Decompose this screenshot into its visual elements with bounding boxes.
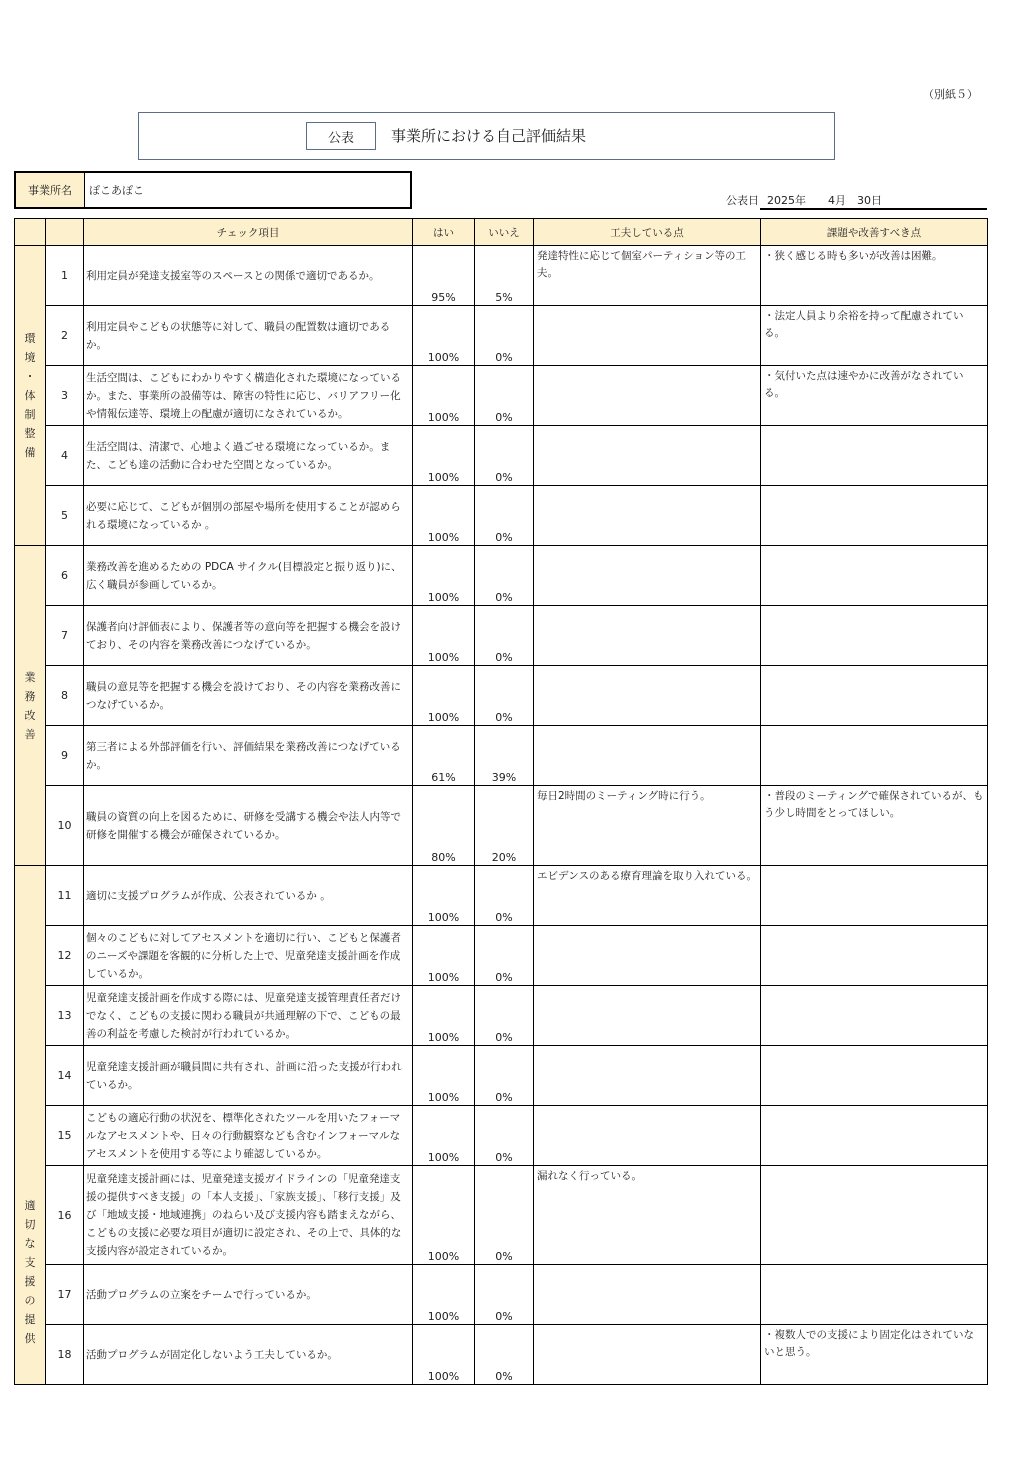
item-number: 4 [46,426,84,486]
yes-percent: 100% [413,546,475,606]
publication-tag: 公表 [306,122,376,150]
yes-percent: 100% [413,1265,475,1325]
efforts-cell: 発達特性に応じて個室パーティション等の工夫。 [534,246,761,306]
item-number: 14 [46,1046,84,1106]
table-row [15,366,988,426]
efforts-cell [534,486,761,546]
no-percent: 0% [475,366,534,426]
item-number: 9 [46,726,84,786]
check-item: 職員の資質の向上を図るために、研修を受講する機会や法人内等で研修を開催する機会が確保されているか。 [84,786,413,866]
yes-percent: 61% [413,726,475,786]
issues-cell [761,1166,988,1265]
item-number: 6 [46,546,84,606]
no-percent: 0% [475,1166,534,1265]
table-row [15,306,988,366]
no-percent: 0% [475,1046,534,1106]
publication-date-value: 2025年 4月 30日 [767,194,882,207]
check-item: 個々のこどもに対してアセスメントを適切に行い、こどもと保護者のニーズや課題を客観的に分析した上で、児童発達支援計画を作成しているか。 [84,926,413,986]
item-number: 5 [46,486,84,546]
item-number: 7 [46,606,84,666]
efforts-cell [534,606,761,666]
table-row [15,486,988,546]
yes-percent: 100% [413,1166,475,1265]
office-name-value: ぽこあぽこ [89,184,144,197]
no-percent: 0% [475,426,534,486]
yes-percent: 100% [413,486,475,546]
no-percent: 0% [475,666,534,726]
efforts-cell: 毎日2時間のミーティング時に行う。 [534,786,761,866]
yes-percent: 100% [413,606,475,666]
category-appropriate-support: 適 切 な 支 援 の 提 供 [15,866,46,1385]
title-banner [138,112,835,160]
header-efforts: 工夫している点 [534,219,761,246]
table-row [15,1265,988,1325]
no-percent: 0% [475,866,534,926]
efforts-cell [534,666,761,726]
efforts-cell [534,1265,761,1325]
check-item: 生活空間は、清潔で、心地よく過ごせる環境になっているか。また、こども達の活動に合わせた空間となっているか。 [84,426,413,486]
office-name-box [14,171,412,209]
issues-cell [761,986,988,1046]
efforts-cell [534,926,761,986]
yes-percent: 100% [413,306,475,366]
item-number: 12 [46,926,84,986]
no-percent: 0% [475,486,534,546]
efforts-cell [534,306,761,366]
table-row [15,1046,988,1106]
issues-cell: ・普段のミーティングで確保されているが、もう少し時間をとってほしい。 [761,786,988,866]
item-number: 11 [46,866,84,926]
issues-cell [761,926,988,986]
office-name-label: 事業所名 [16,173,85,207]
table-row [15,866,988,926]
issues-cell: ・狭く感じる時も多いが改善は困難。 [761,246,988,306]
no-percent: 0% [475,986,534,1046]
check-item: 保護者向け評価表により、保護者等の意向等を把握する機会を設けており、その内容を業務改善につなげているか。 [84,606,413,666]
category-business-improvement: 業 務 改 善 [15,546,46,866]
efforts-cell [534,546,761,606]
annex-label: （別紙５） [923,88,978,101]
item-number: 10 [46,786,84,866]
header-no: いいえ [475,219,534,246]
check-item: 生活空間は、こどもにわかりやすく構造化された環境になっているか。また、事業所の設備等は、障害の特性に応じ、バリアフリー化や情報伝達等、環境上の配慮が適切になされているか。 [84,366,413,426]
no-percent: 0% [475,1106,534,1166]
table-row [15,1106,988,1166]
no-percent: 20% [475,786,534,866]
item-number: 8 [46,666,84,726]
issues-cell [761,486,988,546]
no-percent: 0% [475,606,534,666]
no-percent: 0% [475,546,534,606]
yes-percent: 100% [413,1106,475,1166]
publication-date-label: 公表日 [726,194,759,207]
item-number: 13 [46,986,84,1046]
no-percent: 0% [475,306,534,366]
table-row [15,986,988,1046]
table-row [15,926,988,986]
table-row [15,1325,988,1385]
yes-percent: 100% [413,926,475,986]
item-number: 2 [46,306,84,366]
check-item: 業務改善を進めるための PDCA サイクル(目標設定と振り返り)に、広く職員が参画しているか。 [84,546,413,606]
issues-cell [761,666,988,726]
publication-date [726,192,919,208]
date-underline [760,208,987,210]
issues-cell: ・気付いた点は速やかに改善がなされている。 [761,366,988,426]
check-item: 児童発達支援計画を作成する際には、児童発達支援管理責任者だけでなく、こどもの支援に関わる職員が共通理解の下で、こどもの最善の利益を考慮した検討が行われているか。 [84,986,413,1046]
issues-cell [761,606,988,666]
header-number [46,219,84,246]
self-evaluation-table [14,218,988,1385]
page-title: 事業所における自己評価結果 [391,127,587,145]
efforts-cell [534,1046,761,1106]
header-issues: 課題や改善すべき点 [761,219,988,246]
issues-cell [761,726,988,786]
item-number: 3 [46,366,84,426]
yes-percent: 80% [413,786,475,866]
table-row [15,726,988,786]
yes-percent: 100% [413,666,475,726]
table-row [15,546,988,606]
issues-cell [761,1046,988,1106]
efforts-cell [534,726,761,786]
yes-percent: 95% [413,246,475,306]
issues-cell [761,1265,988,1325]
yes-percent: 100% [413,866,475,926]
table-row [15,1166,988,1265]
table-row [15,426,988,486]
issues-cell [761,426,988,486]
efforts-cell [534,1106,761,1166]
category-environment: 環 境 ・ 体 制 整 備 [15,246,46,546]
check-item: 職員の意見等を把握する機会を設けており、その内容を業務改善につなげているか。 [84,666,413,726]
header-category [15,219,46,246]
check-item: 利用定員が発達支援室等のスペースとの関係で適切であるか。 [84,246,413,306]
efforts-cell: 漏れなく行っている。 [534,1166,761,1265]
item-number: 1 [46,246,84,306]
no-percent: 39% [475,726,534,786]
check-item: 利用定員やこどもの状態等に対して、職員の配置数は適切であるか。 [84,306,413,366]
issues-cell [761,546,988,606]
yes-percent: 100% [413,366,475,426]
efforts-cell [534,1325,761,1385]
yes-percent: 100% [413,986,475,1046]
efforts-cell: エビデンスのある療育理論を取り入れている。 [534,866,761,926]
check-item: 第三者による外部評価を行い、評価結果を業務改善につなげているか。 [84,726,413,786]
table-row [15,606,988,666]
item-number: 16 [46,1166,84,1265]
table-row [15,246,988,306]
no-percent: 5% [475,246,534,306]
check-item: 必要に応じて、こどもが個別の部屋や場所を使用することが認められる環境になっているか 。 [84,486,413,546]
check-item: 活動プログラムの立案をチームで行っているか。 [84,1265,413,1325]
yes-percent: 100% [413,426,475,486]
efforts-cell [534,986,761,1046]
check-item: こどもの適応行動の状況を、標準化されたツールを用いたフォーマルなアセスメントや、日々の行動観察なども含むインフォーマルなアセスメントを使用する等により確認しているか。 [84,1106,413,1166]
yes-percent: 100% [413,1046,475,1106]
item-number: 18 [46,1325,84,1385]
table-row [15,666,988,726]
check-item: 児童発達支援計画が職員間に共有され、計画に沿った支援が行われているか。 [84,1046,413,1106]
item-number: 17 [46,1265,84,1325]
check-item: 適切に支援プログラムが作成、公表されているか 。 [84,866,413,926]
header-check-item: チェック項目 [84,219,413,246]
header-yes: はい [413,219,475,246]
efforts-cell [534,426,761,486]
no-percent: 0% [475,1265,534,1325]
check-item: 児童発達支援計画には、児童発達支援ガイドラインの「児童発達支援の提供すべき支援」の「本人支援」、「家族支援」、「移行支援」及び「地域支援・地域連携」のねらい及び支援内容も踏まえながら、こどもの支援に必要な項目が適切に設定され、その上で、具体的な支援内容が設定されているか。 [84,1166,413,1265]
no-percent: 0% [475,1325,534,1385]
issues-cell [761,1106,988,1166]
no-percent: 0% [475,926,534,986]
check-item: 活動プログラムが固定化しないよう工夫しているか。 [84,1325,413,1385]
table-row [15,786,988,866]
issues-cell [761,866,988,926]
efforts-cell [534,366,761,426]
yes-percent: 100% [413,1325,475,1385]
issues-cell: ・複数人での支援により固定化はされていないと思う。 [761,1325,988,1385]
issues-cell: ・法定人員より余裕を持って配慮されている。 [761,306,988,366]
item-number: 15 [46,1106,84,1166]
